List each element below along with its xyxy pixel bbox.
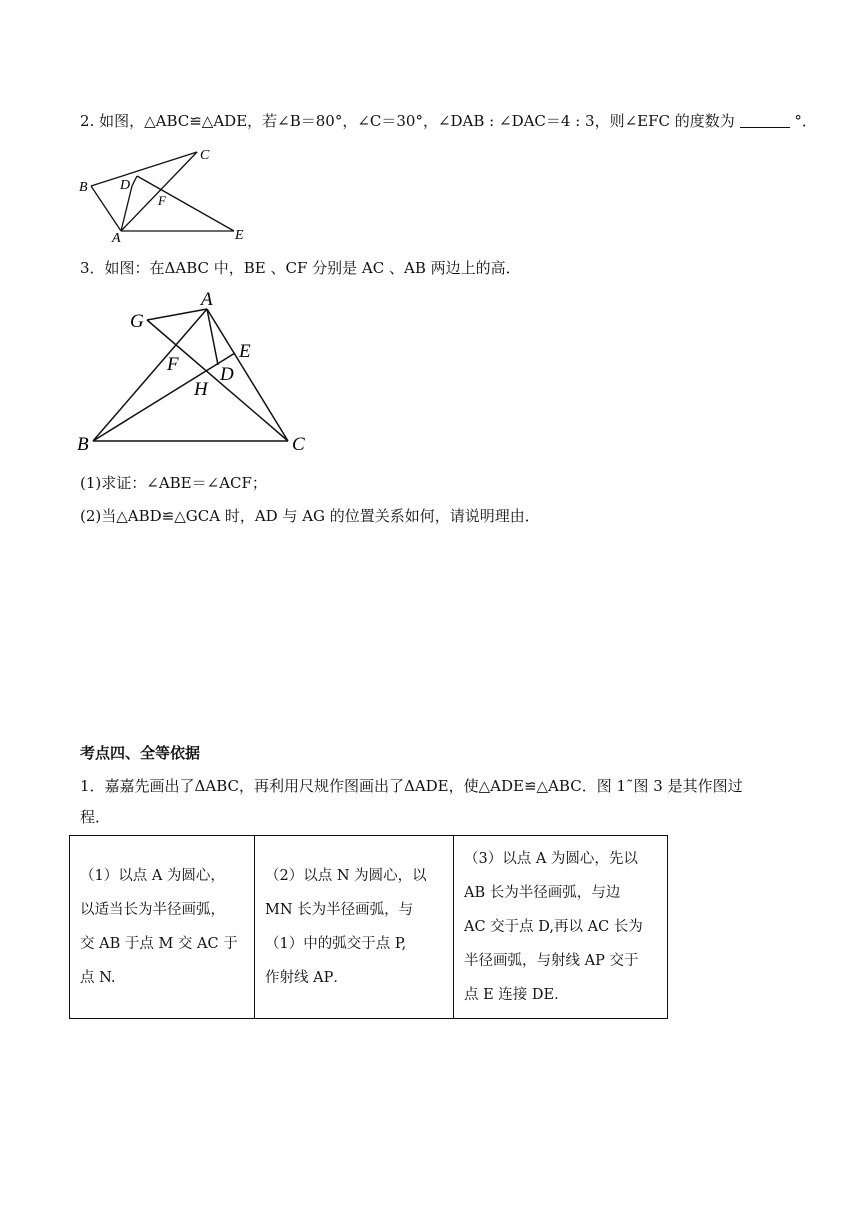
step2-line: 作射线 AP． [265,970,348,986]
q3-part2: (2)当△ABD≌△GCA 时，AD 与 AG 的位置关系如何，请说明理由． [80,507,540,525]
step3-line: 半径画弧，与射线 AP 交于 [464,953,639,969]
q2-label-e: E [235,228,244,243]
q2-number: 2. [80,112,95,130]
step2-line: MN 长为半径画弧，与 [265,902,414,918]
q3-part1: (1)求证：∠ABE＝∠ACF； [80,474,267,492]
q3-label-a: A [201,289,213,310]
step1-line: 以适当长为半径画弧， [80,902,225,918]
step1-line: 交 AB 于点 M 交 AC 于 [80,936,238,952]
q2-label-a: A [112,231,121,246]
q2-label-c: C [200,148,210,163]
step-cell-2 [255,836,454,1019]
q2-text [80,110,817,132]
q2-figure [76,142,266,247]
step-cell-1 [70,836,255,1019]
q3-intro: 3．如图：在ΔABC 中，BE 、CF 分别是 AC 、AB 两边上的高． [80,259,521,277]
q3-label-e: E [239,341,251,362]
q2-label-d: D [120,178,131,193]
q3-label-c: C [292,434,305,455]
section-heading: 考点四、全等依据 [80,744,201,762]
step3-line: AC 交于点 D,再以 AC 长为 [464,919,643,935]
q3-label-b: B [77,434,89,455]
s4-q1-line1: 1．嘉嘉先画出了ΔABC，再利用尺规作图画出了ΔADE，使△ADE≌△ABC．图 1˜图 3 是其作图过 [80,777,743,795]
q2-label-f: F [158,193,166,208]
step3-line: AB 长为半径画弧，与边 [464,885,621,901]
step1-line: 点 N. [80,970,116,986]
s4-q1-line2: 程． [80,808,111,826]
q2-suffix: °． [794,112,817,130]
q2-answer-blank[interactable] [740,113,790,128]
q3-figure [70,287,320,457]
q3-label-h: H [194,379,208,400]
q3-label-g: G [130,311,144,332]
q2-statement: 如图，△ABC≌△ADE，若∠B＝80°，∠C＝30°，∠DAB : ∠DAC＝4 : 3，则∠EFC 的度数为 [99,112,735,130]
step2-line: （1）中的弧交于点 P, [265,936,407,952]
step2-line: （2）以点 N 为圆心，以 [265,868,427,884]
step3-line: 点 E 连接 DE． [464,987,569,1003]
step3-line: （3）以点 A 为圆心，先以 [464,851,638,867]
steps-table [69,835,668,1019]
q3-label-d: D [220,364,234,385]
step-cell-3 [454,836,668,1019]
q2-label-b: B [79,180,88,195]
step1-line: （1）以点 A 为圆心， [80,868,225,884]
q3-label-f: F [167,354,179,375]
